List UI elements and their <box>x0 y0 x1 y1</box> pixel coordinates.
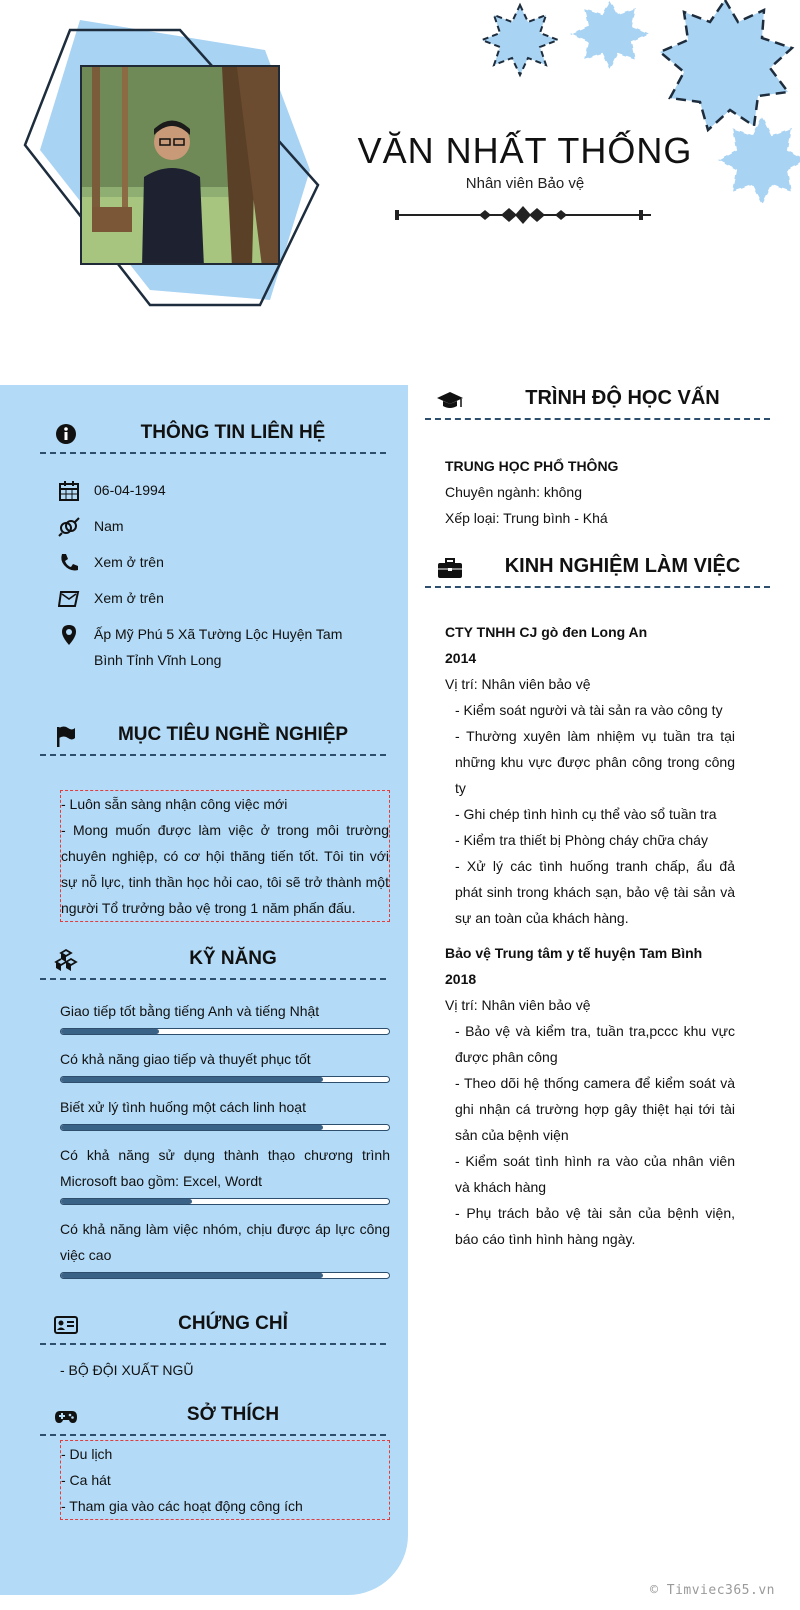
job-1-duty-1: - Kiểm soát người và tài sản ra vào công ty <box>455 702 723 718</box>
objective-heading-text: MỤC TIÊU NGHỀ NGHIỆP <box>117 724 349 745</box>
contact-phone-value: Xem ở trên <box>94 554 164 570</box>
skill-label-5: Có khả năng làm việc nhóm, chịu được áp lực công việc cao <box>60 1221 390 1263</box>
email-icon <box>58 588 80 610</box>
hobby-item-2: - Ca hát <box>61 1472 111 1488</box>
certificate-item: - BỘ ĐỘI XUẤT NGŨ <box>60 1362 194 1378</box>
contact-birthday-value: 06-04-1994 <box>94 482 166 498</box>
skill-bar-3 <box>60 1124 390 1131</box>
skill-bar-fill-5 <box>61 1273 323 1278</box>
skill-label-3: Biết xử lý tình huống một cách linh hoạt <box>60 1099 306 1115</box>
job-2-duty-1: - Bảo vệ và kiểm tra, tuần tra,pccc khu vực được phân công <box>455 1023 735 1065</box>
candidate-name: VĂN NHẤT THỐNG <box>357 130 693 171</box>
education-section-heading <box>425 380 770 420</box>
education-heading-text: TRÌNH ĐỘ HỌC VẤN <box>525 387 720 409</box>
contact-address-value: Ấp Mỹ Phú 5 Xã Tường Lộc Huyện Tam Bình Tỉnh Vĩnh Long <box>94 626 343 668</box>
job-1-company: CTY TNHH CJ gò đen Long An <box>445 624 648 640</box>
skill-bar-fill-3 <box>61 1125 323 1130</box>
skill-label-4: Có khả năng sử dụng thành thạo chương trình Microsoft bao gồm: Excel, Wordt <box>60 1147 390 1189</box>
job-1-duty-2: - Thường xuyên làm nhiệm vụ tuần tra tại những khu vực được phân công trong công ty <box>455 728 735 796</box>
education-major: Chuyên ngành: không <box>445 484 582 500</box>
objective-section-heading <box>40 716 386 756</box>
education-grade: Xếp loại: Trung bình - Khá <box>445 510 608 526</box>
certificates-section-heading <box>40 1305 386 1345</box>
cubes-icon <box>54 948 78 972</box>
skill-label-2: Có khả năng giao tiếp và thuyết phục tốt <box>60 1051 311 1067</box>
skill-bar-fill-2 <box>61 1077 323 1082</box>
objective-line-2: - Mong muốn được làm việc ở trong môi trường chuyên nghiệp, có cơ hội thăng tiến tốt. Tôi tin với sự nỗ lực, tinh thần học hỏi cao, tôi sẽ trở thành một người Tổ trưởng bảo vệ trong 1 năm phấn đấu. <box>61 822 389 916</box>
objective-line-1: - Luôn sẵn sàng nhận công việc mới <box>61 796 288 812</box>
hobby-item-1: - Du lịch <box>61 1446 113 1462</box>
hobbies-section-heading <box>40 1396 386 1436</box>
education-school: TRUNG HỌC PHỔ THÔNG <box>445 458 619 474</box>
candidate-job-title: Nhân viên Bảo vệ <box>465 175 585 192</box>
job-1-duty-3: - Ghi chép tình hình cụ thể vào sổ tuần tra <box>455 806 717 822</box>
job-2-duty-2: - Theo dõi hệ thống camera để kiểm soát và ghi nhận cá trường hợp gây thiệt hại tới tài sản của bệnh viện <box>455 1075 735 1143</box>
gender-icon <box>58 516 80 538</box>
ornament-divider <box>395 205 655 225</box>
job-1-duty-4: - Kiểm tra thiết bị Phòng cháy chữa cháy <box>455 832 708 848</box>
skills-heading-text: KỸ NĂNG <box>189 948 277 969</box>
contact-gender-value: Nam <box>94 518 124 534</box>
experience-job-2 <box>445 940 735 1252</box>
objective-box <box>60 790 390 922</box>
skill-bar-1 <box>60 1028 390 1035</box>
id-card-icon <box>54 1313 78 1337</box>
info-icon <box>54 422 78 446</box>
job-1-duty-5: - Xử lý các tình huống tranh chấp, ẩu đả phát sinh trong khách sạn, bảo vệ tài sản và sự an toàn của khách hàng. <box>455 858 735 926</box>
job-2-year: 2018 <box>445 971 477 987</box>
location-icon <box>58 624 80 646</box>
job-2-position: Vị trí: Nhân viên bảo vệ <box>445 997 591 1013</box>
skill-bar-fill-1 <box>61 1029 159 1034</box>
contact-email-value: Xem ở trên <box>94 590 164 606</box>
hobbies-heading-text: SỞ THÍCH <box>186 1404 280 1425</box>
hobbies-box <box>60 1440 390 1520</box>
job-2-company: Bảo vệ Trung tâm y tế huyện Tam Bình <box>445 945 703 961</box>
skill-label-1: Giao tiếp tốt bằng tiếng Anh và tiếng Nhật <box>60 1003 320 1019</box>
skill-bar-fill-4 <box>61 1199 192 1204</box>
experience-heading-text: KINH NGHIỆM LÀM VIỆC <box>504 555 741 577</box>
experience-section-heading <box>425 548 770 588</box>
skills-section-heading <box>40 940 386 980</box>
skill-bar-4 <box>60 1198 390 1205</box>
job-1-year: 2014 <box>445 650 477 666</box>
flag-icon <box>54 724 78 748</box>
watermark: © Timviec365.vn <box>650 1583 775 1598</box>
experience-job-1 <box>445 619 735 931</box>
gamepad-icon <box>54 1404 78 1428</box>
phone-icon <box>58 552 80 574</box>
profile-photo <box>80 65 280 265</box>
hobby-item-3: - Tham gia vào các hoạt động công ích <box>61 1498 303 1514</box>
briefcase-icon <box>437 556 463 580</box>
skill-bar-5 <box>60 1272 390 1279</box>
calendar-icon <box>58 480 80 502</box>
job-2-duty-3: - Kiểm soát tình hình ra vào của nhân viên và khách hàng <box>455 1153 735 1195</box>
contact-heading-text: THÔNG TIN LIÊN HỆ <box>140 422 326 443</box>
contact-section-heading <box>40 414 386 454</box>
graduation-cap-icon <box>437 388 463 412</box>
decorative-flowers <box>480 0 800 230</box>
skill-bar-2 <box>60 1076 390 1083</box>
cv-header <box>0 0 800 370</box>
certificates-heading-text: CHỨNG CHỈ <box>178 1313 288 1334</box>
job-2-duty-4: - Phụ trách bảo vệ tài sản của bệnh viện, báo cáo tình hình hàng ngày. <box>455 1205 735 1247</box>
education-block <box>445 453 735 531</box>
job-1-position: Vị trí: Nhân viên bảo vệ <box>445 676 591 692</box>
